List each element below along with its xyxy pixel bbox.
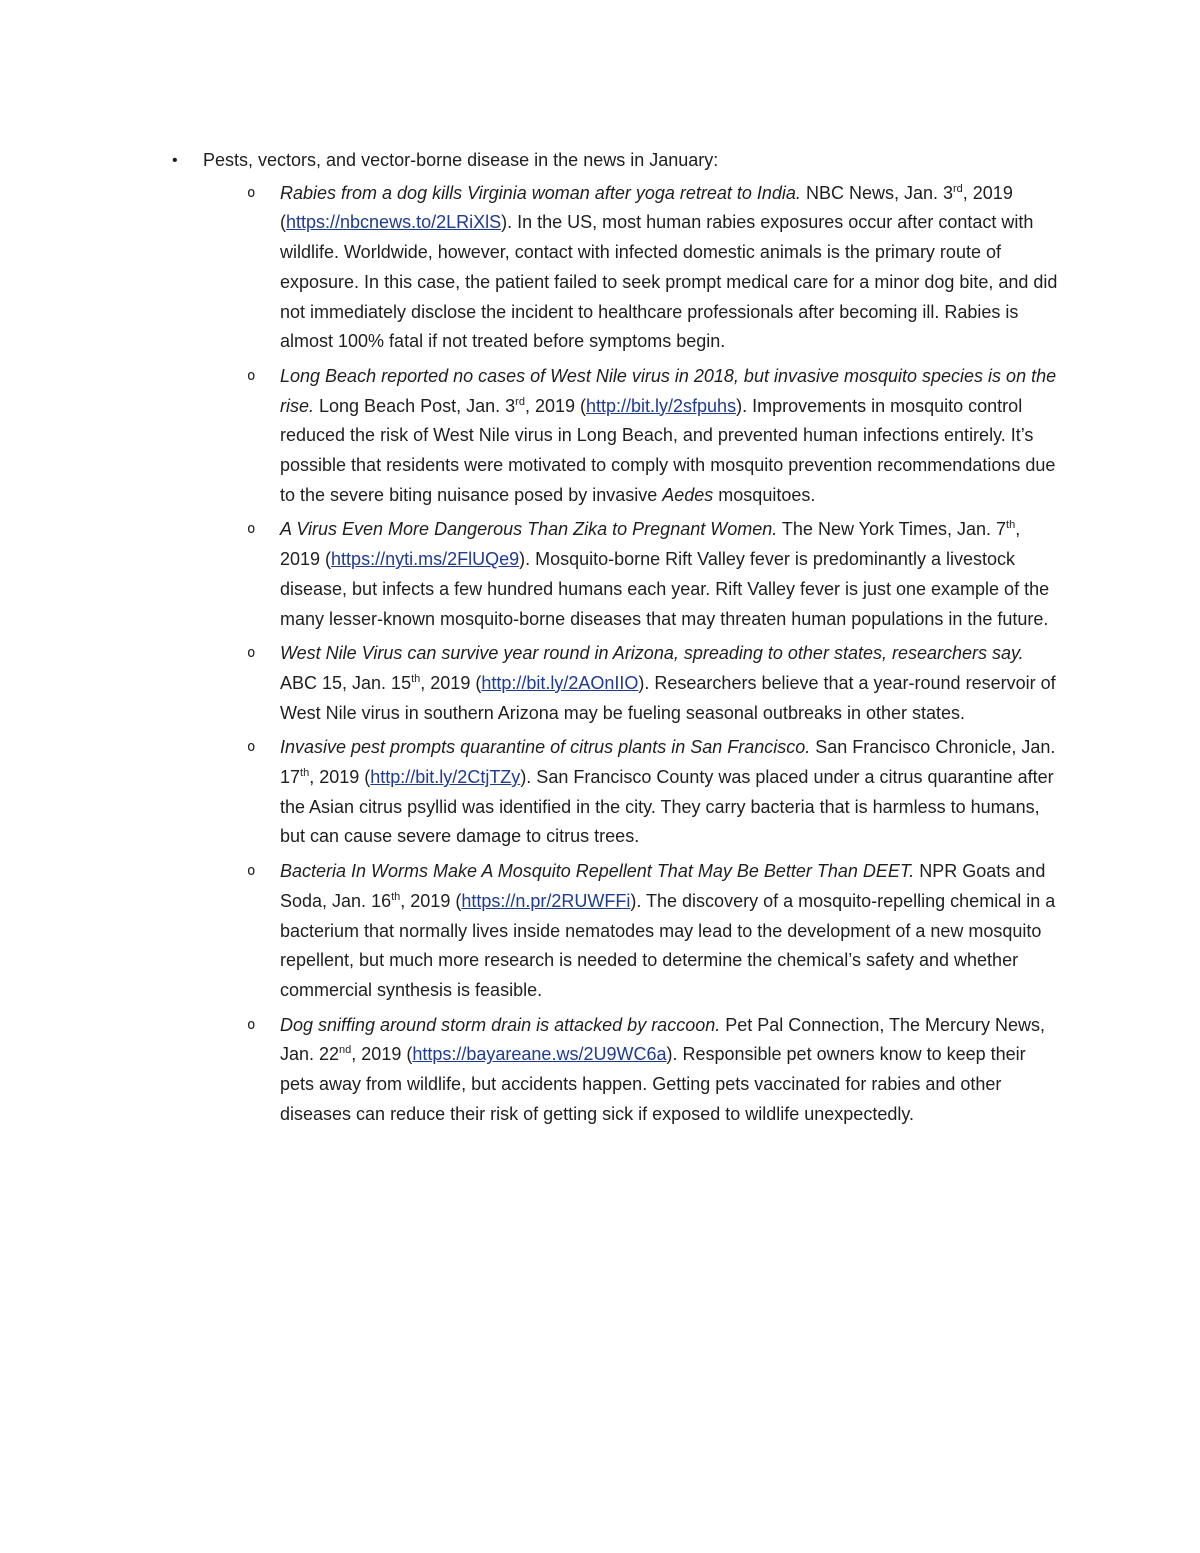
article-text: Long Beach Post, Jan. 3 bbox=[314, 395, 516, 416]
circle-bullet-icon: o bbox=[247, 367, 256, 384]
news-item-text bbox=[280, 179, 1060, 357]
article-text: ABC 15, Jan. 15 bbox=[280, 672, 412, 693]
circle-bullet-icon: o bbox=[247, 739, 256, 756]
article-text: , 2019 ( bbox=[309, 767, 371, 788]
article-link[interactable]: https://n.pr/2RUWFFi bbox=[461, 890, 631, 911]
article-text: ). Improvements in mosquito control reduced the risk of West Nile virus in Long Beach, and prevented human infections entirely. It’s possible that residents were motivated to comply with mosquito prevention recommendations due to the severe biting nuisance posed by invasive bbox=[280, 395, 1056, 505]
article-link[interactable]: https://bayareane.ws/2U9WC6a bbox=[412, 1044, 667, 1065]
article-text: ). Mosquito-borne Rift Valley fever is predominantly a livestock disease, but infects a few hundred humans each year. Rift Valley fever is just one example of the many lesser-known mosquito-borne diseases that may threaten human populations in the future. bbox=[280, 549, 1050, 629]
article-text: ). San Francisco County was placed under a citrus quarantine after the Asian citrus psyllid was identified in the city. They carry bacteria that is harmless to humans, but can cause severe damage to citrus trees. bbox=[280, 767, 1054, 847]
circle-bullet-icon: o bbox=[247, 1016, 256, 1033]
news-item bbox=[172, 1011, 1060, 1130]
article-link[interactable]: http://bit.ly/2AOnIIO bbox=[481, 672, 639, 693]
news-item-text bbox=[280, 639, 1060, 728]
article-text: NBC News, Jan. 3 bbox=[800, 182, 953, 203]
article-text: , 2019 ( bbox=[280, 519, 1021, 570]
article-link[interactable]: https://nyti.ms/2FlUQe9 bbox=[331, 549, 520, 570]
article-title: Aedes bbox=[662, 484, 714, 505]
circle-bullet-icon: o bbox=[247, 521, 256, 538]
article-text: , 2019 ( bbox=[351, 1044, 413, 1065]
article-link[interactable]: http://bit.ly/2CtjTZy bbox=[370, 767, 521, 788]
ordinal-superscript: th bbox=[1006, 519, 1016, 532]
document-content bbox=[172, 146, 1060, 1135]
article-text: mosquitoes. bbox=[713, 484, 816, 505]
news-item bbox=[172, 179, 1060, 357]
article-title: Long Beach reported no cases of West Nile virus in 2018, but invasive mosquito species is on the rise. bbox=[280, 365, 1057, 416]
article-text: ). In the US, most human rabies exposures occur after contact with wildlife. Worldwide, however, contact with infected domestic animals is the primary route of exposure. In this case, the patient failed to seek prompt medical care for a minor dog bite, and did not immediately disclose the incident to healthcare professionals after becoming ill. Rabies is almost 100% fatal if not treated before symptoms begin. bbox=[280, 212, 1058, 352]
article-text: The New York Times, Jan. 7 bbox=[777, 519, 1007, 540]
news-item bbox=[172, 733, 1060, 852]
circle-bullet-icon: o bbox=[247, 863, 256, 880]
article-text: , 2019 ( bbox=[400, 890, 462, 911]
news-item bbox=[172, 857, 1060, 1006]
list-item-level1 bbox=[172, 146, 1060, 176]
news-list bbox=[172, 179, 1060, 1130]
article-text: ). Researchers believe that a year-round reservoir of West Nile virus in southern Arizona may be fueling seasonal outbreaks in other states. bbox=[280, 672, 1056, 723]
article-link[interactable]: http://bit.ly/2sfpuhs bbox=[585, 395, 737, 416]
ordinal-superscript: nd bbox=[339, 1044, 352, 1057]
article-title: Invasive pest prompts quarantine of citrus plants in San Francisco. bbox=[280, 737, 811, 758]
article-text: ). Responsible pet owners know to keep their pets away from wildlife, but accidents happen. Getting pets vaccinated for rabies and other diseases can reduce their risk of getting sick if exposed to wildlife unexpectedly. bbox=[280, 1044, 1026, 1124]
ordinal-superscript: rd bbox=[515, 395, 525, 408]
article-link[interactable]: https://nbcnews.to/2LRiXlS bbox=[286, 212, 502, 233]
ordinal-superscript: th bbox=[300, 767, 310, 780]
bullet-icon: • bbox=[172, 152, 178, 169]
article-title: Dog sniffing around storm drain is attacked by raccoon. bbox=[280, 1014, 721, 1035]
news-item bbox=[172, 639, 1060, 728]
article-text: San Francisco Chronicle, Jan. 17 bbox=[280, 737, 1056, 788]
article-title: A Virus Even More Dangerous Than Zika to Pregnant Women. bbox=[280, 519, 778, 540]
list-heading: Pests, vectors, and vector-borne disease in the news in January: bbox=[203, 150, 719, 170]
article-text: , 2019 ( bbox=[524, 395, 586, 416]
ordinal-superscript: th bbox=[391, 890, 401, 903]
circle-bullet-icon: o bbox=[247, 184, 256, 201]
article-text: NPR Goats and Soda, Jan. 16 bbox=[280, 861, 1046, 911]
article-title: Bacteria In Worms Make A Mosquito Repellent That May Be Better Than DEET. bbox=[280, 861, 915, 882]
article-title: Rabies from a dog kills Virginia woman after yoga retreat to India. bbox=[280, 182, 801, 203]
article-text: ). The discovery of a mosquito-repelling chemical in a bacterium that normally lives inside nematodes may lead to the development of a new mosquito repellent, but much more research is needed to determine the chemical’s safety and whether commercial synthesis is feasible. bbox=[280, 890, 1056, 1000]
article-title: West Nile Virus can survive year round in Arizona, spreading to other states, researchers say. bbox=[280, 643, 1024, 664]
ordinal-superscript: th bbox=[411, 672, 421, 685]
article-text: , 2019 ( bbox=[280, 182, 1013, 233]
news-item-text bbox=[280, 362, 1060, 511]
news-item-text bbox=[280, 515, 1060, 634]
news-item-text bbox=[280, 857, 1060, 1006]
news-item-text bbox=[280, 733, 1060, 852]
ordinal-superscript: rd bbox=[953, 182, 963, 195]
article-text: , 2019 ( bbox=[420, 672, 482, 693]
circle-bullet-icon: o bbox=[247, 645, 256, 662]
news-item-text bbox=[280, 1011, 1060, 1130]
article-text: Pet Pal Connection, The Mercury News, Jan. 22 bbox=[280, 1014, 1046, 1065]
news-item bbox=[172, 515, 1060, 634]
news-item bbox=[172, 362, 1060, 511]
